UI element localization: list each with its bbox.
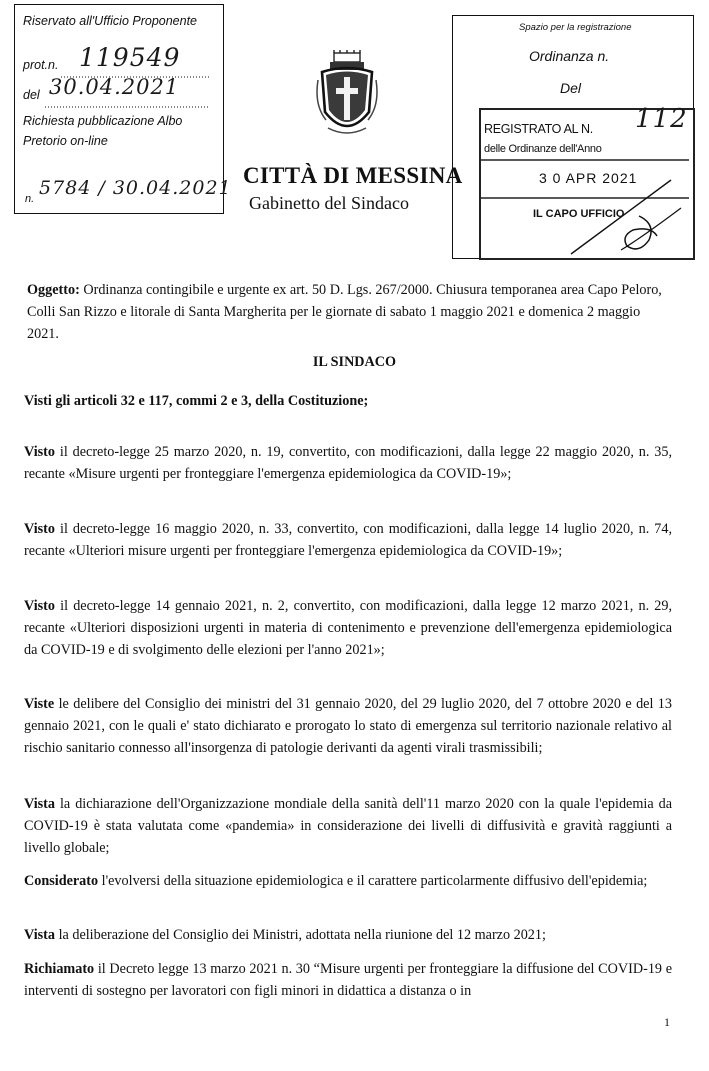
- stamp-registered-label: REGISTRATO AL N.: [484, 122, 593, 136]
- recital-lead: Vista: [24, 796, 56, 812]
- recital-text: la deliberazione del Consiglio dei Ministri, adottata nella riunione del 12 marzo 2021;: [55, 927, 546, 943]
- prot-label: prot.n.: [23, 58, 59, 72]
- recital-paragraph: [24, 793, 672, 859]
- del-date: 30.04.2021: [49, 75, 180, 99]
- recital-lead: Considerato: [24, 873, 99, 889]
- del-label: del: [23, 88, 40, 102]
- recital-lead: Visto: [24, 444, 56, 460]
- recital-paragraph: [24, 518, 672, 562]
- subject-label: Oggetto:: [27, 282, 80, 298]
- recital-paragraph: [24, 693, 672, 759]
- recital-text: la dichiarazione dell'Organizzazione mondiale della sanità dell'11 marzo 2020 con la quale l'epidemia da COVID-19 è stata valutata come «pandemia» in considerazione dei livelli di diffusività e gravità raggiunti a livello globale;: [24, 796, 672, 856]
- recital-text: l'evolversi della situazione epidemiologica e il carattere particolarmente diffusivo dell'epidemia;: [98, 873, 648, 889]
- registration-space-label: Spazio per la registrazione: [519, 22, 632, 33]
- office-name: Gabinetto del Sindaco: [249, 193, 409, 213]
- prot-number: 119549: [79, 43, 181, 72]
- recital-lead: Visto: [24, 521, 56, 537]
- recital-paragraph: [24, 958, 672, 1002]
- stamp-ordinances-label: delle Ordinanze dell'Anno: [484, 143, 602, 155]
- reserved-label: Riservato all'Ufficio Proponente: [23, 14, 197, 28]
- signature-mark: [561, 168, 691, 258]
- recital-paragraph: [24, 595, 672, 661]
- recital-text: il decreto-legge 14 gennaio 2021, n. 2, convertito, con modificazioni, dalla legge 12 marzo 2021, n. 29, recante «Ulteriori disposizioni urgenti in materia di contenimento e prevenzione dell'emergenza epidemiologica da COVID-19 e di svolgimento delle elezioni per l'anno 2021»;: [24, 598, 672, 658]
- recital-text: il decreto-legge 16 maggio 2020, n. 33, convertito, con modificazioni, dalla legge 14 luglio 2020, n. 74, recante «Ulteriori misure urgenti per fronteggiare l'emergenza epidemiologica da COVID-19»;: [24, 521, 672, 559]
- n-label: n.: [25, 193, 35, 205]
- recital-lead: Richiamato: [24, 961, 95, 977]
- recital-lead: Visti gli articoli 32 e 117, commi 2 e 3, della Costituzione;: [24, 393, 369, 409]
- recital-text: le delibere del Consiglio dei ministri del 31 gennaio 2020, del 29 luglio 2020, del 7 ottobre 2020 e del 13 gennaio 2021, con le quali e' stato dichiarato e prorogato lo stato di emergenza sul territorio nazionale relativo al rischio sanitario connesso all'insorgenza di patologie derivanti da agenti virali trasmissibili;: [24, 696, 672, 756]
- publication-line-1: Richiesta pubblicazione Albo: [23, 114, 183, 128]
- recital-text: il decreto-legge 25 marzo 2020, n. 19, convertito, con modificazioni, dalla legge 22 maggio 2020, n. 35, recante «Misure urgenti per fronteggiare l'emergenza epidemiologica da COVID-19»;: [24, 444, 672, 482]
- n-value: 5784 / 30.04.2021: [39, 177, 232, 199]
- office-box: [14, 4, 232, 214]
- ordinance-date-label: Del: [560, 80, 582, 96]
- subject-text: Ordinanza contingibile e urgente ex art. 50 D. Lgs. 267/2000. Chiusura temporanea area Capo Peloro, Colli San Rizzo e litorale di Santa Margherita per le giornate di sabato 1 maggio 2021 e domenica 2 maggio 2021.: [27, 282, 662, 342]
- recital-paragraph: [24, 441, 672, 485]
- stamp-date: 3 0 APR 2021: [539, 170, 638, 186]
- registration-stamp: [479, 104, 695, 260]
- recital-text: il Decreto legge 13 marzo 2021 n. 30 “Misure urgenti per fronteggiare la diffusione del COVID-19 e interventi di sostegno per lavoratori con figli minori in didattica a distanza o in: [24, 961, 672, 999]
- recital-lead: Viste: [24, 696, 55, 712]
- stamp-number: 112: [635, 104, 688, 134]
- del-underline: [45, 105, 210, 109]
- recital-lead: Vista: [24, 927, 56, 943]
- stamp-divider: [481, 158, 689, 162]
- page-number: 1: [664, 1015, 670, 1029]
- stamp-chief-label: IL CAPO UFFICIO: [533, 208, 625, 220]
- messina-crest-icon: [316, 50, 378, 142]
- recital-paragraph: [24, 390, 672, 412]
- recital-paragraph: [24, 924, 672, 946]
- publication-line-2: Pretorio on-line: [23, 134, 108, 148]
- city-name: CITTÀ DI MESSINA: [243, 163, 463, 188]
- recital-lead: Visto: [24, 598, 56, 614]
- document-title: IL SINDACO: [312, 354, 397, 370]
- recital-paragraph: [24, 870, 672, 892]
- ordinance-number-label: Ordinanza n.: [529, 48, 610, 64]
- subject: [27, 279, 669, 345]
